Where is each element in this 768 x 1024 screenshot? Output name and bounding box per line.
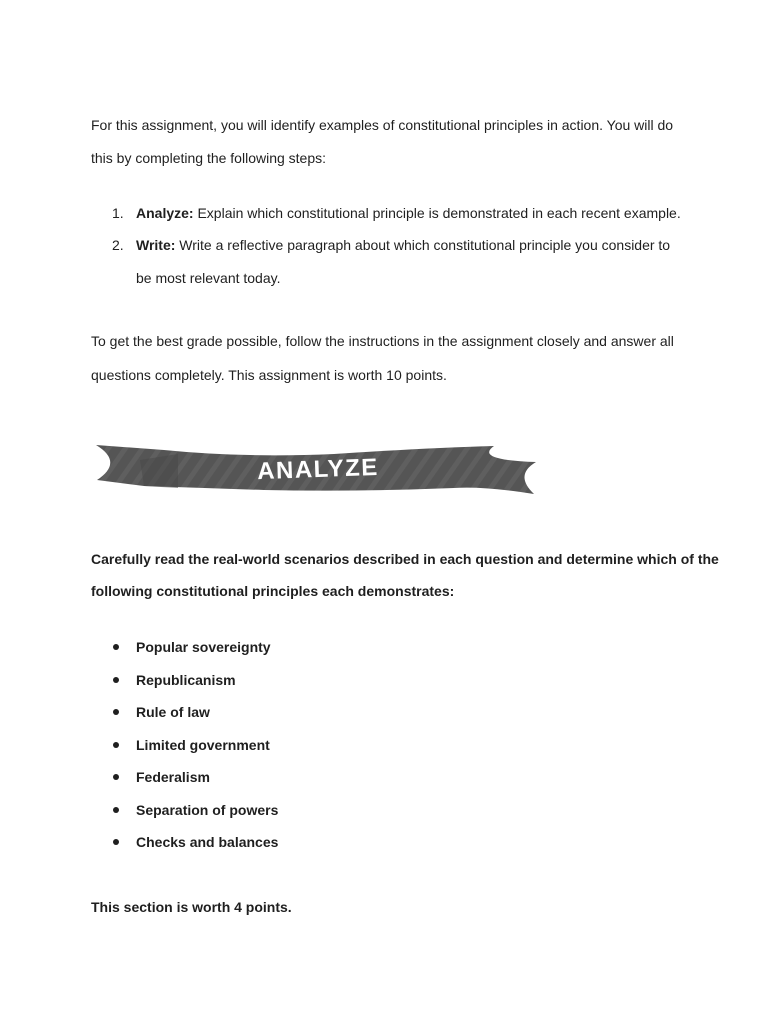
banner-ribbon-fold xyxy=(140,454,178,488)
principle-label: Federalism xyxy=(136,769,210,785)
banner-text: ANALYZE xyxy=(256,453,380,486)
step-description: Write a reflective paragraph about which constitutional principle you consider to xyxy=(175,237,671,253)
analyze-banner xyxy=(94,440,538,500)
section-points-note: This section is worth 4 points. xyxy=(91,899,292,915)
intro-line-2: this by completing the following steps: xyxy=(91,150,327,166)
bullet-icon xyxy=(113,742,119,748)
step-number: 2. xyxy=(112,237,124,253)
step-label: Write: xyxy=(136,237,176,253)
principle-label: Rule of law xyxy=(136,704,210,720)
intro-line-1: For this assignment, you will identify examples of constitutional principles in action. You will do xyxy=(91,117,674,133)
principle-label: Checks and balances xyxy=(136,834,279,850)
bullet-icon xyxy=(113,807,119,813)
bullet-icon xyxy=(113,677,119,683)
analyze-instructions-line-1: Carefully read the real-world scenarios described in each question and determine which of the xyxy=(91,551,719,567)
principle-label: Separation of powers xyxy=(136,802,279,818)
principle-label: Republicanism xyxy=(136,672,236,688)
step-text xyxy=(136,204,681,222)
step-description: Explain which constitutional principle is demonstrated in each recent example. xyxy=(193,205,681,221)
bullet-icon xyxy=(113,839,119,845)
bullet-icon xyxy=(113,709,119,715)
grading-line-2: questions completely. This assignment is worth 10 points. xyxy=(91,367,447,383)
analyze-instructions-line-2: following constitutional principles each demonstrates: xyxy=(91,583,455,599)
step-label: Analyze: xyxy=(136,205,194,221)
principle-label: Limited government xyxy=(136,737,270,753)
principle-label: Popular sovereignty xyxy=(136,639,271,655)
bullet-icon xyxy=(113,774,119,780)
step-number: 1. xyxy=(112,205,124,221)
grading-line-1: To get the best grade possible, follow the instructions in the assignment closely and answer all xyxy=(91,333,674,349)
bullet-icon xyxy=(113,644,119,650)
step-continuation: be most relevant today. xyxy=(136,270,281,286)
step-text xyxy=(136,236,670,254)
